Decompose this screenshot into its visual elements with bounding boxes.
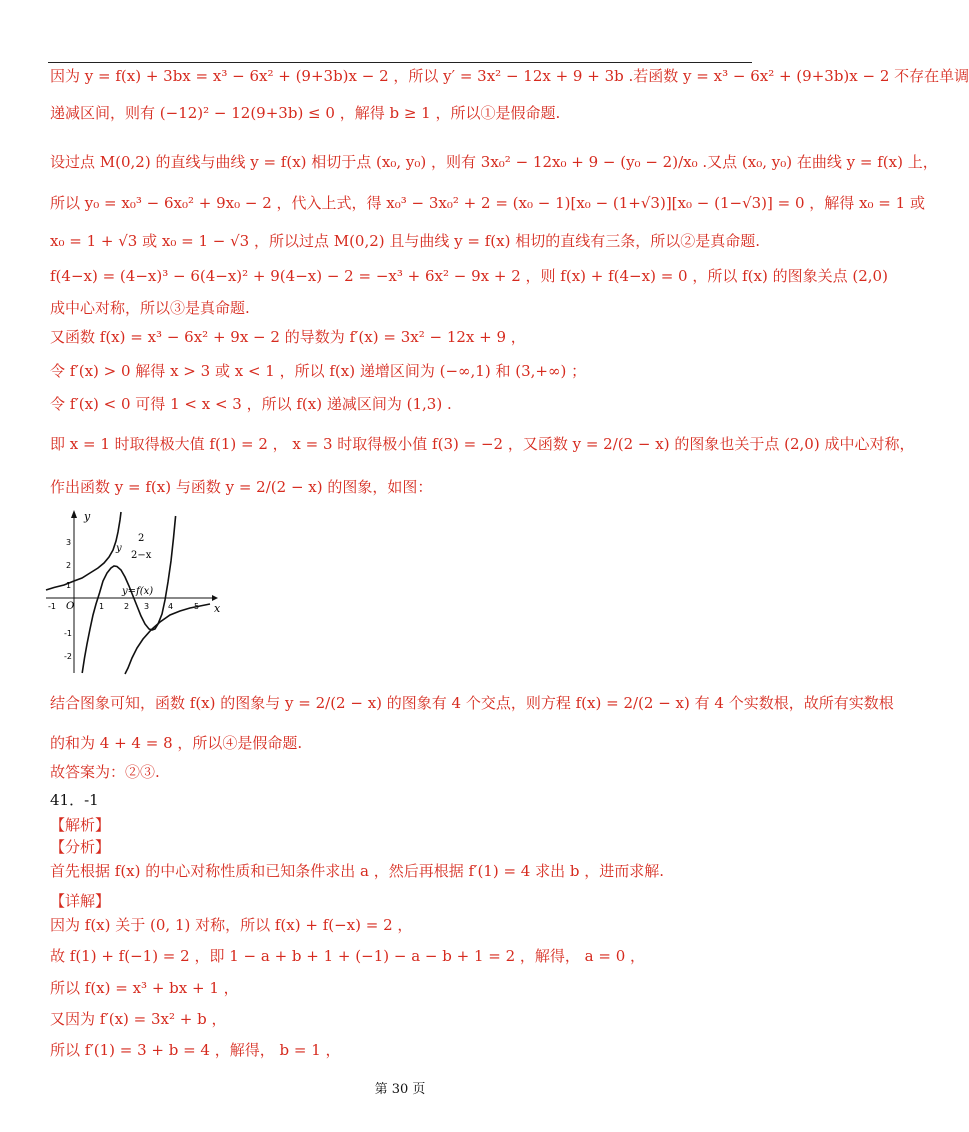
text-line: 因为 f(x) 关于 (0, 1) 对称，所以 f(x) + f(−x) = 2 ， [50, 916, 413, 934]
text-line: 结合图象可知，函数 f(x) 的图象与 y = 2/(2 − x) 的图象有 4 个交点，则方程 f(x) = 2/(2 − x) 有 4 个实数根，故所有实数根 [50, 694, 894, 712]
text-line: x₀ = 1 + √3 或 x₀ = 1 − √3 ，所以过点 M(0,2) 且与曲线 y = f(x) 相切的直线有三条，所以②是真命题. [50, 232, 761, 250]
text-line: 又因为 f′(x) = 3x² + b ， [50, 1010, 227, 1028]
question-number: 41．-1 [50, 791, 99, 809]
section-heading: 【分析】 [50, 838, 111, 856]
text-line: 递减区间，则有 (−12)² − 12(9+3b) ≤ 0 ，解得 b ≥ 1 ，所以①是假命题. [50, 104, 561, 122]
graph-svg [44, 508, 220, 678]
section-heading: 【详解】 [50, 892, 111, 910]
x-tick-label: 4 [168, 602, 174, 611]
y-tick-label: 1 [66, 581, 72, 590]
text-line: 作出函数 y = f(x) 与函数 y = 2/(2 − x) 的图象，如图： [50, 478, 433, 496]
function-graph [44, 508, 220, 678]
text-line: 令 f′(x) > 0 解得 x > 3 或 x < 1 ，所以 f(x) 递增区间为 (−∞,1) 和 (3,+∞) ； [50, 362, 587, 380]
text-line: 首先根据 f(x) 的中心对称性质和已知条件求出 a ，然后再根据 f′(1) = 4 求出 b ，进而求解. [50, 862, 665, 880]
text-line: 所以 f(x) = x³ + bx + 1 ， [50, 979, 239, 997]
section-heading: 【解析】 [50, 816, 111, 834]
x-tick-label: 1 [99, 602, 105, 611]
x-tick-label: 3 [144, 602, 150, 611]
text-line: 故答案为：②③. [50, 763, 160, 781]
y-tick-label: -2 [64, 652, 72, 661]
text-line: 又函数 f(x) = x³ − 6x² + 9x − 2 的导数为 f′(x) = 3x² − 12x + 9 ， [50, 328, 526, 346]
text-line: 设过点 M(0,2) 的直线与曲线 y = f(x) 相切于点 (x₀, y₀) ，则有 3x₀² − 12x₀ + 9 − (y₀ − 2)/x₀ .又点 (x₀, y₀) 在曲线 y = f(x) 上， [50, 153, 938, 171]
x-axis-arrow [212, 595, 218, 601]
text-line: 成中心对称，所以③是真命题. [50, 299, 250, 317]
y-tick-label: 3 [66, 538, 72, 547]
origin-label: O [66, 601, 75, 612]
text-line: 故 f(1) + f(−1) = 2 ，即 1 − a + b + 1 + (−1) − a − b + 1 = 2 ，解得， a = 0 ， [50, 947, 646, 965]
cubic-label: y=f(x) [122, 586, 154, 597]
text-line: 即 x = 1 时取得极大值 f(1) = 2 ， x = 3 时取得极小值 f(3) = −2 ，又函数 y = 2/(2 − x) 的图象也关于点 (2,0) 成中心对称， [50, 435, 915, 453]
header-rule [48, 62, 752, 63]
x-tick-label: 2 [124, 602, 130, 611]
x-tick-label: 5 [194, 602, 200, 611]
page-number: 第 30 页 [374, 1082, 426, 1097]
y-axis-arrow [71, 510, 77, 518]
text-line: 令 f′(x) < 0 可得 1 < x < 3 ，所以 f(x) 递减区间为 (1,3) . [50, 395, 452, 413]
text-line: 所以 f′(1) = 3 + b = 4 ，解得， b = 1 ， [50, 1041, 341, 1059]
text-line: 所以 y₀ = x₀³ − 6x₀² + 9x₀ − 2 ，代入上式，得 x₀³ − 3x₀² + 2 = (x₀ − 1)[x₀ − (1+√3)][x₀ − (1−√3)] = 0 ，解得 x₀ = 1 或 [50, 194, 925, 212]
text-line: 的和为 4 + 4 = 8 ，所以④是假命题. [50, 734, 303, 752]
x-axis-label: x [214, 602, 221, 615]
y-tick-label: 2 [66, 561, 72, 570]
hyperbola-label-numerator: 2 [138, 533, 145, 544]
hyperbola-right-branch [125, 604, 210, 674]
text-line: f(4−x) = (4−x)³ − 6(4−x)² + 9(4−x) − 2 = −x³ + 6x² − 9x + 2 ，则 f(x) + f(4−x) = 0 ，所以 f(x) 的图象关点 (2,0) [50, 267, 888, 285]
y-tick-label: -1 [64, 629, 72, 638]
hyperbola-left-branch [46, 512, 121, 590]
hyperbola-label-denominator: 2−x [131, 550, 152, 561]
x-tick-label: -1 [48, 602, 56, 611]
y-axis-label: y [84, 510, 91, 523]
hyperbola-label-y: y [116, 543, 122, 554]
text-line: 因为 y = f(x) + 3bx = x³ − 6x² + (9+3b)x − 2 ，所以 y′ = 3x² − 12x + 9 + 3b .若函数 y = x³ − 6x² + (9+3b)x − 2 不存在单调 [50, 67, 969, 85]
